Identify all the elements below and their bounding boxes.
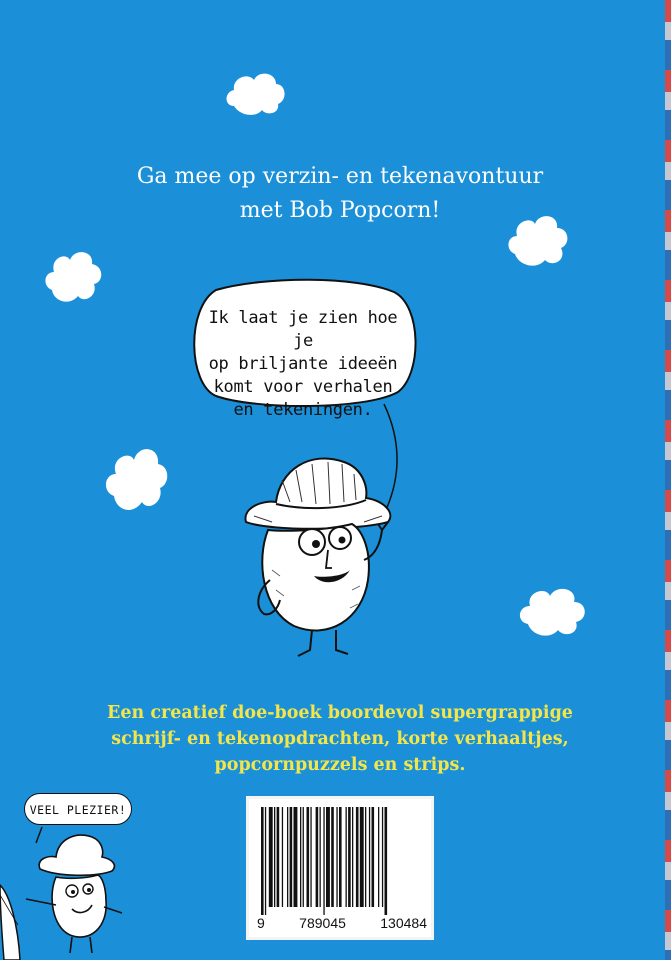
barcode-bar <box>348 807 351 907</box>
speech-line: en tekeningen. <box>233 400 373 420</box>
barcode-bar <box>277 807 280 907</box>
barcode-bar <box>331 807 334 907</box>
barcode-bar <box>300 807 301 907</box>
small-speech-bubble: VEEL PLEZIER! <box>24 793 132 825</box>
barcode-bar <box>369 807 370 907</box>
isbn-number <box>257 915 427 931</box>
barcode-bar <box>382 807 383 907</box>
barcode-bar <box>320 807 321 907</box>
cloud-icon <box>42 244 104 306</box>
speech-line: Ik laat je zien hoe je <box>208 308 398 351</box>
spine-edge-strip <box>665 0 671 960</box>
barcode-bar <box>294 807 298 907</box>
blurb-line: Een creatief doe-boek boordevol supergrappige <box>107 703 573 723</box>
barcode-bar <box>346 807 347 907</box>
barcode-bar <box>287 807 288 907</box>
barcode-bar <box>274 807 275 907</box>
speech-bubble-text <box>203 307 403 422</box>
barcode-bar <box>336 807 337 907</box>
barcode-bar <box>360 807 364 907</box>
barcode-bar <box>378 807 379 907</box>
barcode-bar <box>356 807 359 907</box>
barcode-bars <box>255 807 427 915</box>
barcode-bar <box>290 807 293 907</box>
barcode-bar <box>372 807 375 907</box>
barcode-bar <box>310 807 311 907</box>
bob-popcorn-mascot <box>232 450 412 665</box>
cover-blurb <box>60 700 620 778</box>
tagline-line: Ga mee op verzin- en tekenavontuur <box>136 164 544 189</box>
cover-tagline <box>60 160 620 228</box>
isbn-barcode <box>246 796 434 940</box>
barcode-bar <box>385 807 388 915</box>
small-mascot-illustration <box>0 815 140 960</box>
speech-line: op briljante ideeën <box>208 354 398 374</box>
blurb-line: popcornpuzzels en strips. <box>214 755 466 775</box>
barcode-bar <box>352 807 353 907</box>
barcode-bar <box>269 807 273 907</box>
isbn-group: 9 <box>257 915 265 931</box>
barcode-bar <box>307 807 310 907</box>
isbn-group: 789045 <box>299 915 346 931</box>
barcode-bar <box>265 807 266 915</box>
cloud-icon <box>102 440 170 516</box>
cloud-icon <box>222 66 288 118</box>
cloud-icon <box>516 582 588 640</box>
isbn-group: 130484 <box>380 915 427 931</box>
barcode-bar <box>303 807 304 907</box>
barcode-bar <box>282 807 283 907</box>
barcode-bar <box>365 807 366 907</box>
barcode-bar <box>261 807 264 915</box>
tagline-line: met Bob Popcorn! <box>239 198 441 223</box>
speech-line: komt voor verhalen <box>213 377 393 397</box>
barcode-bar <box>339 807 342 907</box>
blurb-line: schrijf- en tekenopdrachten, korte verhaaltjes, <box>111 729 569 749</box>
barcode-bar <box>326 807 330 907</box>
barcode-bar <box>316 807 319 907</box>
barcode-bar <box>323 807 324 915</box>
